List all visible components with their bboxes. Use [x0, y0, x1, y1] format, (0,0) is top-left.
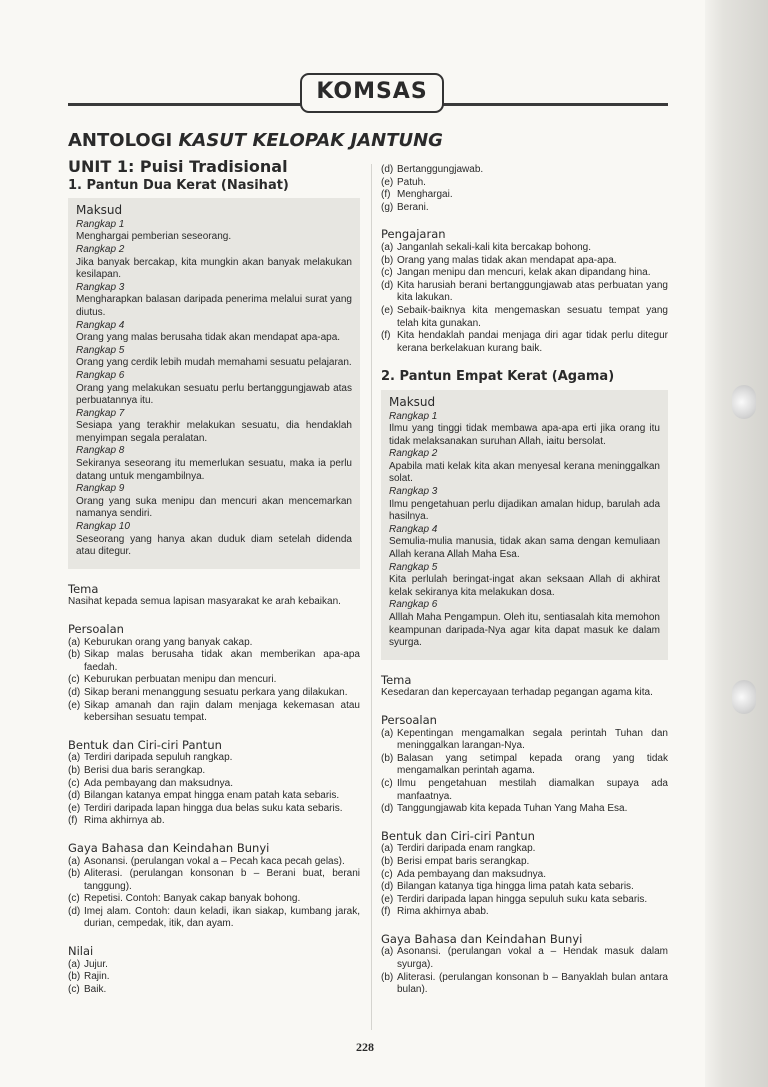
rangkap-label: Rangkap 3: [76, 281, 125, 293]
rangkap-label: Rangkap 10: [76, 521, 130, 533]
list-item-text: Imej alam. Contoh: daun keladi, ikan siakap, kumbang jarak, durian, cempedak, itik, dan ayam.: [84, 905, 360, 930]
list-item-text: Rajin.: [84, 971, 110, 983]
list-item-label: (b): [68, 649, 81, 661]
list-item: [381, 164, 668, 177]
list-item-label: (d): [68, 686, 81, 698]
rangkap-text: Apabila mati kelak kita akan menyesal kerana meninggalkan solat.: [389, 460, 660, 485]
maksud-list-2: [389, 411, 660, 650]
list-item-label: (c): [68, 777, 80, 789]
list-item-text: Kita harusiah berani bertanggungjawab atas perbuatan yang kita lakukan.: [397, 279, 668, 304]
list-item: [68, 868, 360, 893]
list-item: [381, 946, 668, 971]
rangkap-text: Orang yang cerdik lebih mudah memahami sesuatu pelajaran.: [76, 357, 352, 369]
rangkap-label: Rangkap 3: [389, 486, 438, 498]
list-item: [381, 843, 668, 856]
list-item: [381, 972, 668, 997]
list-item-label: (c): [68, 893, 80, 905]
rangkap-label: Rangkap 7: [76, 407, 125, 419]
rangkap-text: Orang yang suka menipu dan mencuri akan mencemarkan namanya sendiri.: [76, 495, 352, 520]
list-item-label: (b): [381, 752, 394, 764]
list-item-text: Aliterasi. (perulangan konsonan b – Berani buat, berani tanggung).: [84, 868, 360, 892]
list-item: [381, 255, 668, 268]
binder-ring-top: [732, 385, 756, 419]
rangkap-label: Rangkap 5: [76, 344, 125, 356]
list-item-label: (d): [381, 279, 394, 291]
bentuk-list: [68, 752, 360, 828]
list-item-label: (c): [381, 267, 393, 279]
list-item-text: Sikap berani menanggung sesuatu perkara yang dilakukan.: [84, 686, 348, 698]
list-item: [68, 637, 360, 650]
list-item-text: Jujur.: [84, 958, 108, 970]
list-item: [381, 881, 668, 894]
list-item: [381, 189, 668, 202]
rangkap-text: Orang yang malas berusaha tidak akan mendapat apa-apa.: [76, 332, 341, 344]
list-item: [381, 280, 668, 305]
list-item-label: (e): [68, 699, 81, 711]
list-item: [381, 202, 668, 215]
bentuk-heading-2: Bentuk dan Ciri-ciri Pantun: [381, 828, 535, 843]
rangkap-label: Rangkap 1: [76, 218, 125, 230]
list-item-label: (a): [381, 946, 394, 958]
list-item-text: Sikap amanah dan rajin dalam menjaga kekemasan atau kebersihan sesuatu tempat.: [84, 699, 360, 724]
list-item-text: Patuh.: [397, 176, 426, 188]
rangkap-text: Sesiapa yang terakhir melakukan sesuatu, dia hendaklah menyimpan segala peralatan.: [76, 420, 352, 444]
list-item-label: (e): [68, 802, 81, 814]
section-title-pantun-dua-kerat: 1. Pantun Dua Kerat (Nasihat): [68, 177, 289, 193]
list-item-text: Orang yang malas tidak akan mendapat apa-apa.: [397, 254, 617, 266]
list-item-label: (d): [68, 790, 81, 802]
list-item-text: Aliterasi. (perulangan konsonan b – Banyaklah bulan antara bulan).: [397, 971, 668, 996]
list-item-text: Berisi empat baris serangkap.: [397, 855, 530, 867]
maksud-heading-2: Maksud: [389, 394, 436, 409]
list-item: [381, 267, 668, 280]
list-item-text: Rima akhirnya abab.: [397, 906, 489, 918]
list-item-label: (a): [68, 855, 81, 867]
gaya-list-2: [381, 946, 668, 996]
list-item-text: Bilangan katanya tiga hingga lima patah kata sebaris.: [397, 881, 634, 893]
list-item-label: (b): [68, 971, 81, 983]
section-title-pantun-empat-kerat: 2. Pantun Empat Kerat (Agama): [381, 369, 615, 385]
list-item-text: Terdiri daripada lapan hingga dua belas suku kata sebaris.: [84, 802, 343, 814]
list-item-label: (f): [68, 815, 78, 827]
persoalan-heading-2: Persoalan: [381, 712, 437, 727]
list-item: [68, 893, 360, 906]
binder-ring-bottom: [732, 680, 756, 714]
list-item-label: (f): [381, 330, 391, 342]
list-item: [381, 894, 668, 907]
column-divider: [371, 164, 372, 1030]
list-item-label: (f): [381, 906, 391, 918]
list-item-text: Repetisi. Contoh: Banyak cakap banyak bohong.: [84, 893, 301, 905]
list-item-text: Berisi dua baris serangkap.: [84, 764, 206, 776]
list-item: [68, 778, 360, 791]
right-column: [381, 164, 668, 997]
list-item-text: Rima akhirnya ab.: [84, 815, 165, 827]
list-item-label: (b): [68, 764, 81, 776]
rangkap-text: Alllah Maha Pengampun. Oleh itu, sentiasalah kita memohon keampunan daripada-Nya agar kita dapat masuk ke dalam syurga.: [389, 612, 660, 649]
persoalan-list-2: [381, 728, 668, 816]
list-item-text: Sikap malas berusaha tidak akan memberikan apa-apa faedah.: [84, 649, 360, 673]
rangkap-text: Menghargai pemberian seseorang.: [76, 231, 232, 243]
list-item-text: Menghargai.: [397, 189, 453, 201]
list-item: [381, 330, 668, 355]
list-item: [381, 305, 668, 330]
list-item-label: (c): [68, 674, 80, 686]
tema-heading-2: Tema: [381, 672, 412, 687]
list-item-label: (b): [68, 868, 81, 880]
list-item-text: Keburukan perbuatan menipu dan mencuri.: [84, 674, 277, 686]
rangkap-text: Ilmu yang tinggi tidak membawa apa-apa erti jika orang itu tidak melaksanakan suruhan Allah, iaitu bersolat.: [389, 423, 660, 447]
list-item: [381, 753, 668, 778]
list-item: [68, 856, 360, 869]
persoalan-heading: Persoalan: [68, 622, 124, 636]
list-item: [381, 906, 668, 919]
list-item-label: (d): [381, 803, 394, 815]
left-column: [68, 157, 360, 996]
list-item-label: (d): [68, 905, 81, 917]
page-number: 228: [356, 1040, 374, 1054]
list-item-label: (b): [381, 971, 394, 983]
rangkap-text: Orang yang melakukan sesuatu perlu bertanggungjawab atas perbuatannya itu.: [76, 382, 352, 407]
list-item: [68, 906, 360, 931]
list-item-text: Asonansi. (perulangan vokal a – Pecah kaca pecah gelas).: [84, 855, 345, 867]
pengajaran-list: [381, 242, 668, 355]
rangkap-label: Rangkap 6: [76, 369, 125, 381]
list-item: [381, 242, 668, 255]
list-item-text: Ilmu pengetahuan mestilah diamalkan supaya ada manfaatnya.: [397, 777, 668, 802]
rangkap-label: Rangkap 8: [76, 445, 125, 457]
list-item-text: Kita hendaklah pandai menjaga diri agar tidak perlu ditegur kerana berkelakuan kurang baik.: [397, 330, 668, 354]
list-item: [381, 869, 668, 882]
gaya-heading-2: Gaya Bahasa dan Keindahan Bunyi: [381, 931, 583, 946]
list-item-text: Terdiri daripada enam rangkap.: [397, 843, 536, 855]
list-item-label: (d): [381, 881, 394, 893]
rangkap-label: Rangkap 4: [389, 523, 438, 535]
list-item-label: (g): [381, 201, 394, 213]
unit-title: UNIT 1: Puisi Tradisional: [68, 157, 288, 176]
list-item-label: (c): [381, 868, 393, 880]
rangkap-text: Jika banyak bercakap, kita mungkin akan banyak melakukan kesilapan.: [76, 256, 352, 281]
list-item-label: (b): [381, 855, 394, 867]
rangkap-label: Rangkap 9: [76, 483, 125, 495]
list-item-label: (a): [68, 958, 81, 970]
bentuk-heading: Bentuk dan Ciri-ciri Pantun: [68, 737, 222, 752]
maksud-box: [68, 198, 360, 569]
list-item: [68, 971, 360, 984]
list-item: [68, 752, 360, 765]
list-item-label: (e): [381, 176, 394, 188]
list-item: [381, 803, 668, 816]
list-item-text: Keburukan orang yang banyak cakap.: [84, 636, 253, 648]
binding-edge: [705, 0, 768, 1087]
list-item-text: Ada pembayang dan maksudnya.: [397, 868, 546, 880]
list-item-text: Tanggungjawab kita kepada Tuhan Yang Maha Esa.: [397, 803, 628, 815]
list-item: [68, 803, 360, 816]
list-item-label: (a): [68, 636, 81, 648]
tema-text: Nasihat kepada semua lapisan masyarakat ke arah kebaikan.: [68, 596, 341, 608]
list-item-text: Berani.: [397, 201, 429, 213]
list-item-label: (a): [381, 727, 394, 739]
gaya-list: [68, 856, 360, 932]
maksud-list: [76, 219, 352, 559]
list-item-text: Balasan yang setimpal kepada orang yang tidak mengamalkan perintah agama.: [397, 752, 668, 777]
list-item-text: Terdiri daripada sepuluh rangkap.: [84, 752, 233, 764]
page-title: ANTOLOGI KASUT KELOPAK JANTUNG: [68, 130, 443, 151]
list-item: [68, 700, 360, 725]
list-item: [68, 790, 360, 803]
rangkap-text: Ilmu pengetahuan perlu dijadikan amalan hidup, barulah ada hasilnya.: [389, 498, 660, 523]
rangkap-text: Sekiranya seseorang itu memerlukan sesuatu, maka ia perlu datang untuk mengambilnya.: [76, 458, 352, 482]
tema-heading: Tema: [68, 581, 99, 596]
list-item: [68, 815, 360, 828]
nilai-continued-list: [381, 164, 668, 214]
rangkap-label: Rangkap 4: [76, 319, 125, 331]
list-item-text: Kepentingan mengamalkan segala perintah Tuhan dan meninggalkan larangan-Nya.: [397, 727, 668, 752]
list-item-label: (a): [68, 752, 81, 764]
rangkap-label: Rangkap 5: [389, 561, 438, 573]
maksud-box-2: [381, 390, 668, 660]
komsas-badge: KOMSAS: [300, 73, 444, 113]
list-item-label: (b): [381, 254, 394, 266]
list-item-label: (c): [381, 777, 393, 789]
list-item: [68, 765, 360, 778]
gaya-heading: Gaya Bahasa dan Keindahan Bunyi: [68, 840, 270, 855]
list-item: [68, 984, 360, 997]
rangkap-label: Rangkap 2: [76, 243, 125, 255]
list-item-label: (a): [381, 843, 394, 855]
list-item-text: Janganlah sekali-kali kita bercakap bohong.: [397, 241, 592, 253]
nilai-heading: Nilai: [68, 944, 94, 959]
list-item-text: Ada pembayang dan maksudnya.: [84, 777, 233, 789]
list-item: [381, 778, 668, 803]
list-item-text: Sebaik-baiknya kita mengemaskan sesuatu tempat yang telah kita gunakan.: [397, 304, 668, 329]
pengajaran-heading: Pengajaran: [381, 227, 446, 242]
list-item-label: (e): [381, 304, 394, 316]
list-item-label: (a): [381, 241, 394, 253]
rangkap-label: Rangkap 6: [389, 599, 438, 611]
list-item: [381, 856, 668, 869]
rangkap-label: Rangkap 1: [389, 410, 438, 422]
list-item-text: Bilangan katanya empat hingga enam patah kata sebaris.: [84, 790, 340, 802]
list-item: [381, 728, 668, 753]
rangkap-text: Kita perlulah beringat-ingat akan seksaan Allah di akhirat kelak sekiranya kita melakukan dosa.: [389, 574, 660, 598]
tema-text-2: Kesedaran dan kepercayaan terhadap pegangan agama kita.: [381, 687, 653, 699]
list-item-text: Baik.: [84, 983, 107, 995]
list-item: [381, 177, 668, 190]
list-item: [68, 959, 360, 972]
list-item-label: (f): [381, 189, 391, 201]
bentuk-list-2: [381, 843, 668, 919]
list-item-label: (e): [381, 893, 394, 905]
rangkap-label: Rangkap 2: [389, 448, 438, 460]
list-item: [68, 687, 360, 700]
list-item: [68, 674, 360, 687]
persoalan-list: [68, 637, 360, 725]
list-item: [68, 649, 360, 674]
rangkap-text: Mengharapkan balasan daripada penerima melalui surat yang diutus.: [76, 294, 352, 318]
list-item-text: Bertanggungjawab.: [397, 164, 484, 175]
list-item-text: Terdiri daripada lapan hingga sepuluh suku kata sebaris.: [397, 893, 648, 905]
list-item-label: (c): [68, 983, 80, 995]
list-item-text: Asonansi. (perulangan vokal a – Hendak masuk dalam syurga).: [397, 946, 668, 971]
rangkap-text: Seseorang yang hanya akan duduk diam setelah didenda atau ditegur.: [76, 533, 352, 558]
rangkap-text: Semulia-mulia manusia, tidak akan sama dengan kemuliaan Allah kerana Allah Maha Esa.: [389, 536, 660, 561]
nilai-list: [68, 959, 360, 997]
list-item-text: Jangan menipu dan mencuri, kelak akan dipandang hina.: [397, 267, 651, 279]
list-item-label: (d): [381, 164, 394, 175]
maksud-heading: Maksud: [76, 203, 123, 218]
